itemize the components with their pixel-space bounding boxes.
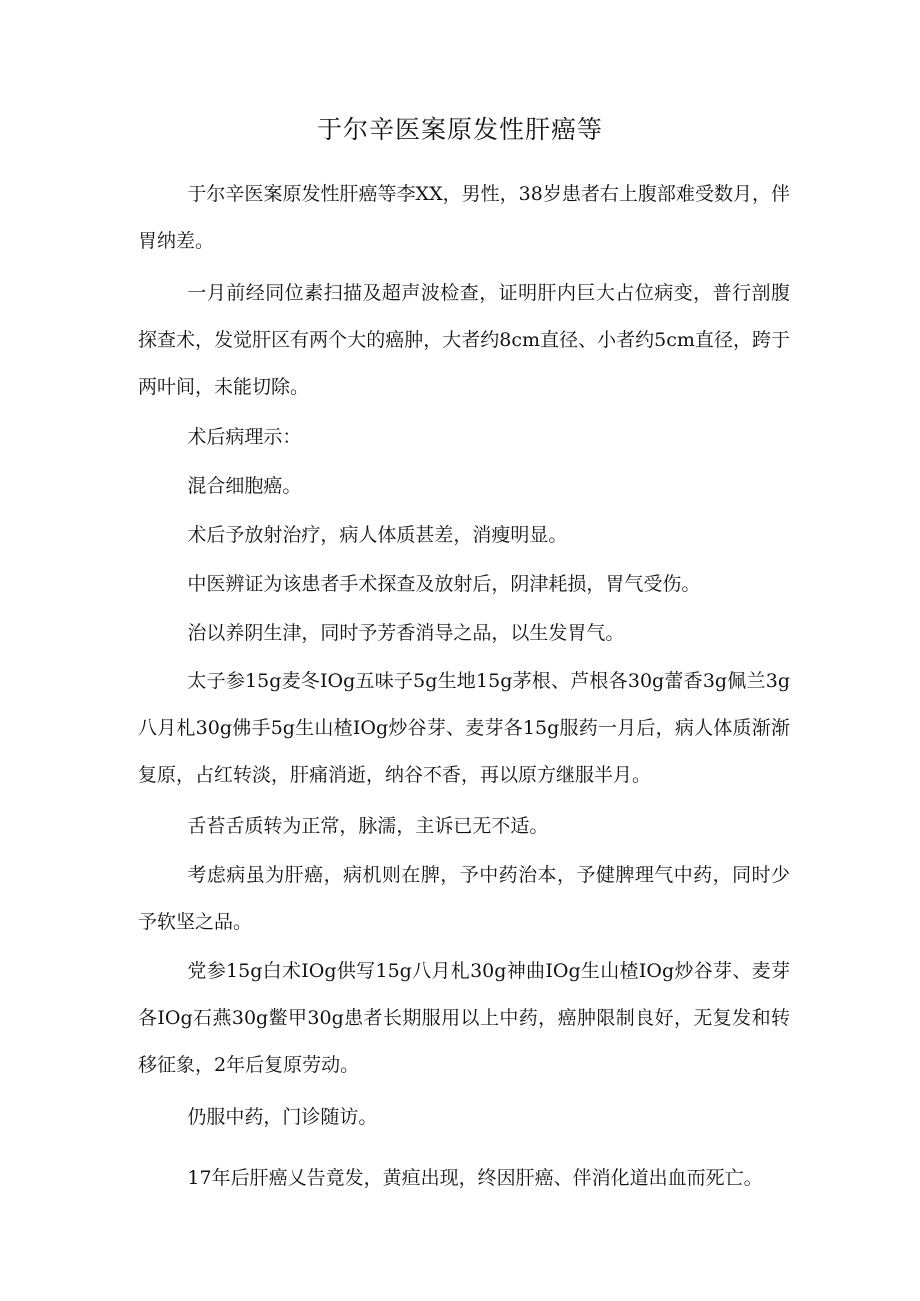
paragraph: 考虑病虽为肝癌，病机则在脾，予中药治本，予健脾理气中药，同时少予软坚之品。 xyxy=(138,864,790,933)
paragraph: 党参15g白术IOg供写15g八月札30g神曲IOg生山楂IOg炒谷芽、麦芽各IOg石燕30g鳖甲30g患者长期服用以上中药，癌肿限制良好，无复发和转移征象，2年后复原劳动。 xyxy=(138,960,790,1076)
paragraph: 于尔辛医案原发性肝癌等李XX，男性，38岁患者右上腹部难受数月，伴胃纳差。 xyxy=(138,183,790,252)
paragraph: 术后予放射治疗，病人体质甚差，消瘦明显。 xyxy=(187,524,568,546)
paragraph: 舌苔舌质转为正常，脉濡，主诉已无不适。 xyxy=(187,815,549,837)
paragraph: 术后病理示： xyxy=(187,426,302,448)
paragraph: 混合细胞癌。 xyxy=(187,475,302,497)
paragraph: 仍服中药，门诊随访。 xyxy=(187,1106,378,1128)
paragraph: 治以养阴生津，同时予芳香消导之品，以生发胃气。 xyxy=(187,622,625,644)
paragraph: 太子参15g麦冬IOg五味子5g生地15g茅根、芦根各30g蕾香3g佩兰3g八月札30g佛手5g生山楂IOg炒谷芽、麦芽各15g服药一月后，病人体质渐渐复原，占红转淡，肝痛消逝，纳谷不香，再以原方继服半月。 xyxy=(138,670,790,786)
paragraph: 一月前经同位素扫描及超声波检查，证明肝内巨大占位病变，普行剖腹探查术，发觉肝区有两个大的癌肿，大者约8cm直径、小者约5cm直径，跨于两叶间，未能切除。 xyxy=(138,282,790,398)
paragraph: 中医辨证为该患者手术探查及放射后，阴津耗损，胃气受伤。 xyxy=(187,573,701,595)
paragraph: 17年后肝癌乂告竟发，黄疸出现，终因肝癌、伴消化道出血而死亡。 xyxy=(187,1167,763,1189)
document-title: 于尔辛医案原发性肝癌等 xyxy=(316,115,603,144)
